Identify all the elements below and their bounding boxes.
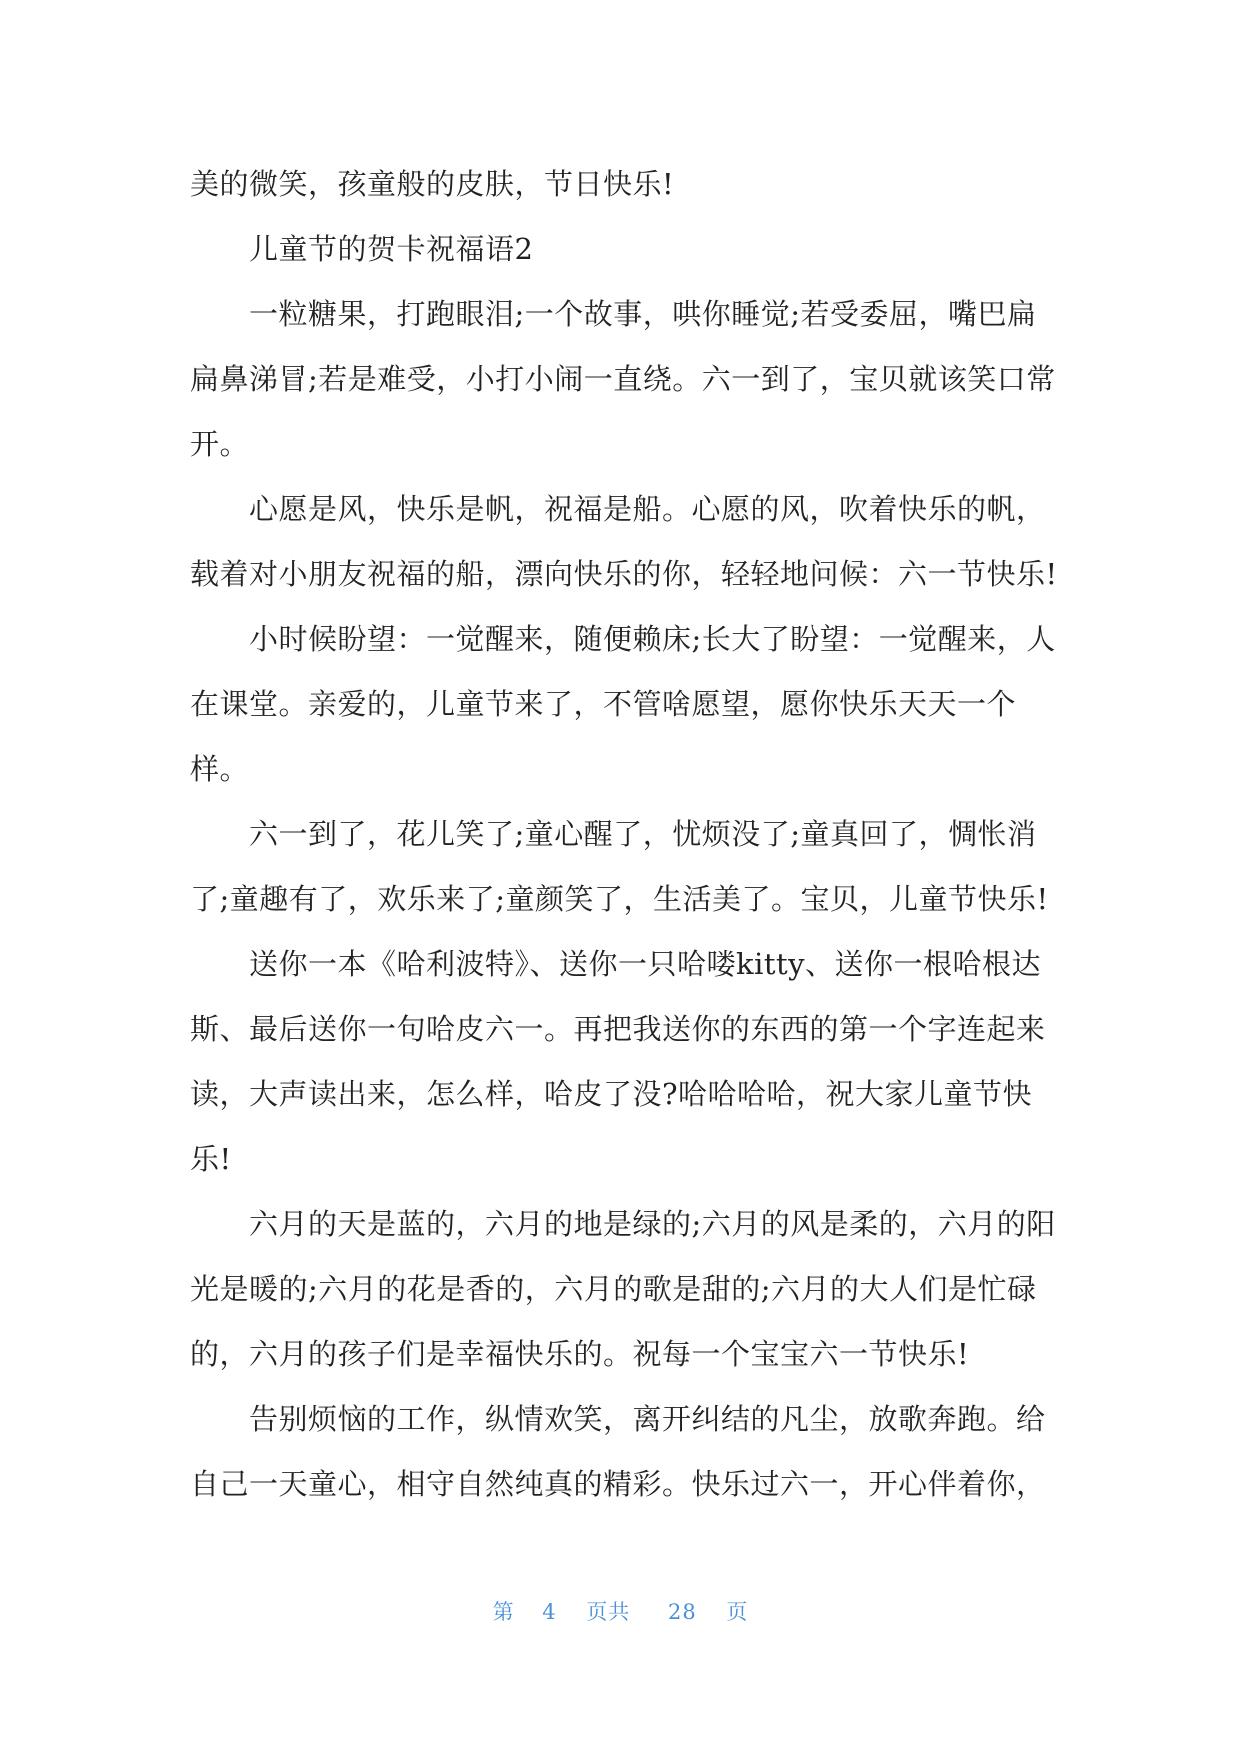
text-line: 斯、最后送你一句哈皮六一。再把我送你的东西的第一个字连起来	[190, 1012, 1046, 1046]
footer-middle: 页共	[586, 1600, 631, 1624]
footer-suffix: 页	[726, 1600, 749, 1624]
text-line: 一粒糖果，打跑眼泪;一个故事，哄你睡觉;若受委屈，嘴巴扁	[249, 297, 1037, 331]
text-line: 小时候盼望：一觉醒来，随便赖床;长大了盼望：一觉醒来，人	[249, 622, 1056, 656]
text-line: 样。	[190, 752, 250, 786]
text-line: 儿童节的贺卡祝福语2	[249, 232, 534, 266]
text-line: 在课堂。亲爱的，儿童节来了，不管啥愿望，愿你快乐天天一个	[190, 687, 1017, 721]
text-line: 六月的天是蓝的，六月的地是绿的;六月的风是柔的，六月的阳	[249, 1207, 1056, 1241]
page-footer	[0, 1596, 1241, 1626]
text-line: 六一到了，花儿笑了;童心醒了，忧烦没了;童真回了，惆怅消	[249, 817, 1037, 851]
text-line: 乐!	[190, 1142, 232, 1176]
text-line: 心愿是风，快乐是帆，祝福是船。心愿的风，吹着快乐的帆，	[249, 492, 1046, 526]
text-line: 了;童趣有了，欢乐来了;童颜笑了，生活美了。宝贝，儿童节快乐!	[190, 882, 1049, 916]
current-page-number: 4	[542, 1600, 557, 1624]
text-line: 美的微笑，孩童般的皮肤，节日快乐!	[190, 167, 675, 201]
text-line: 开。	[190, 427, 250, 461]
text-line: 扁鼻涕冒;若是难受，小打小闹一直绕。六一到了，宝贝就该笑口常	[190, 362, 1056, 396]
text-line: 告别烦恼的工作，纵情欢笑，离开纠结的凡尘，放歌奔跑。给	[249, 1402, 1046, 1436]
document-body	[190, 152, 1060, 1517]
text-line: 送你一本《哈利波特》、送你一只哈喽kitty、送你一根哈根达	[249, 947, 1042, 981]
text-line: 载着对小朋友祝福的船，漂向快乐的你，轻轻地问候：六一节快乐!	[190, 557, 1058, 591]
text-line: 光是暖的;六月的花是香的，六月的歌是甜的;六月的大人们是忙碌	[190, 1272, 1037, 1306]
total-pages-number: 28	[668, 1600, 697, 1624]
text-line: 读，大声读出来，怎么样，哈皮了没?哈哈哈哈，祝大家儿童节快	[190, 1077, 1033, 1111]
text-line: 的，六月的孩子们是幸福快乐的。祝每一个宝宝六一节快乐!	[190, 1337, 970, 1371]
text-line: 自己一天童心，相守自然纯真的精彩。快乐过六一，开心伴着你，	[190, 1467, 1046, 1501]
footer-prefix: 第	[492, 1600, 515, 1624]
